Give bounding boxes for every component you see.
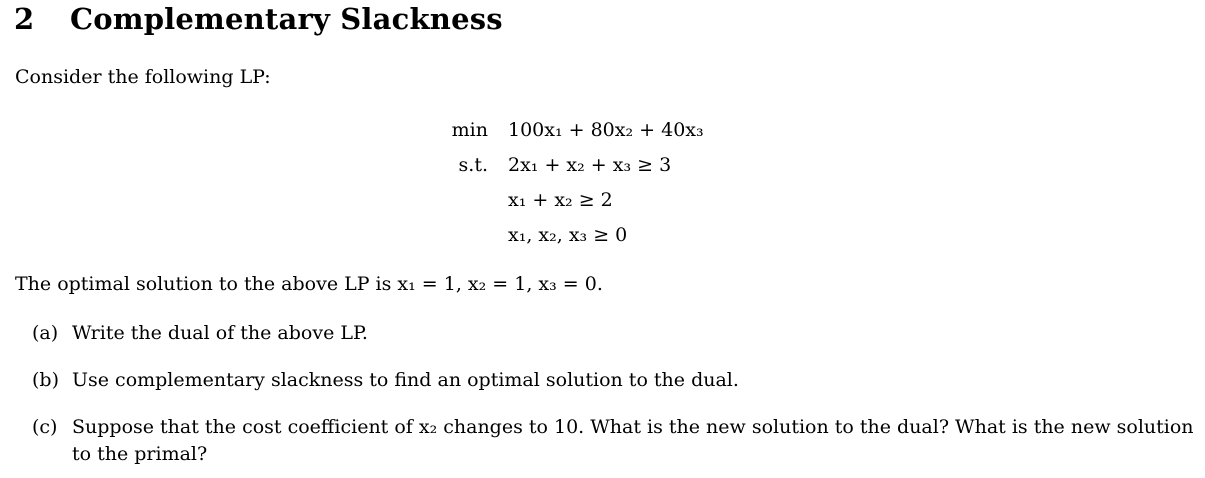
part-label: (b) [32, 369, 59, 391]
question-part-b [32, 367, 1194, 394]
lp-constraint-row [450, 221, 704, 256]
lp-formulation [450, 116, 704, 256]
lp-nonnegativity: x₁, x₂, x₃ ≥ 0 [508, 224, 628, 246]
lp-row-label: s.t. [458, 154, 488, 176]
lp-constraint-row [450, 151, 704, 186]
part-text: Write the dual of the above LP. [72, 322, 368, 344]
lp-objective: 100x₁ + 80x₂ + 40x₃ [508, 119, 704, 141]
question-part-c [32, 414, 1194, 468]
question-parts [32, 320, 1194, 468]
question-part-a [32, 320, 1194, 347]
part-text: Suppose that the cost coefficient of x₂ changes to 10. What is the new solution to the dual? What is the new solution to the primal? [72, 416, 1194, 465]
part-text: Use complementary slackness to find an optimal solution to the dual. [72, 369, 739, 391]
lp-constraint: x₁ + x₂ ≥ 2 [508, 189, 613, 211]
part-label: (a) [32, 322, 59, 344]
section-number: 2 [14, 2, 35, 36]
lp-constraint: 2x₁ + x₂ + x₃ ≥ 3 [508, 154, 672, 176]
section-title: Complementary Slackness [70, 2, 503, 36]
lp-constraint-row [450, 186, 704, 221]
lp-objective-row [450, 116, 704, 151]
intro-text: Consider the following LP: [15, 66, 271, 88]
optimal-solution-statement: The optimal solution to the above LP is x₁ = 1, x₂ = 1, x₃ = 0. [15, 273, 603, 295]
part-label: (c) [32, 416, 58, 438]
lp-row-label: min [451, 119, 488, 141]
section-heading [14, 2, 503, 36]
